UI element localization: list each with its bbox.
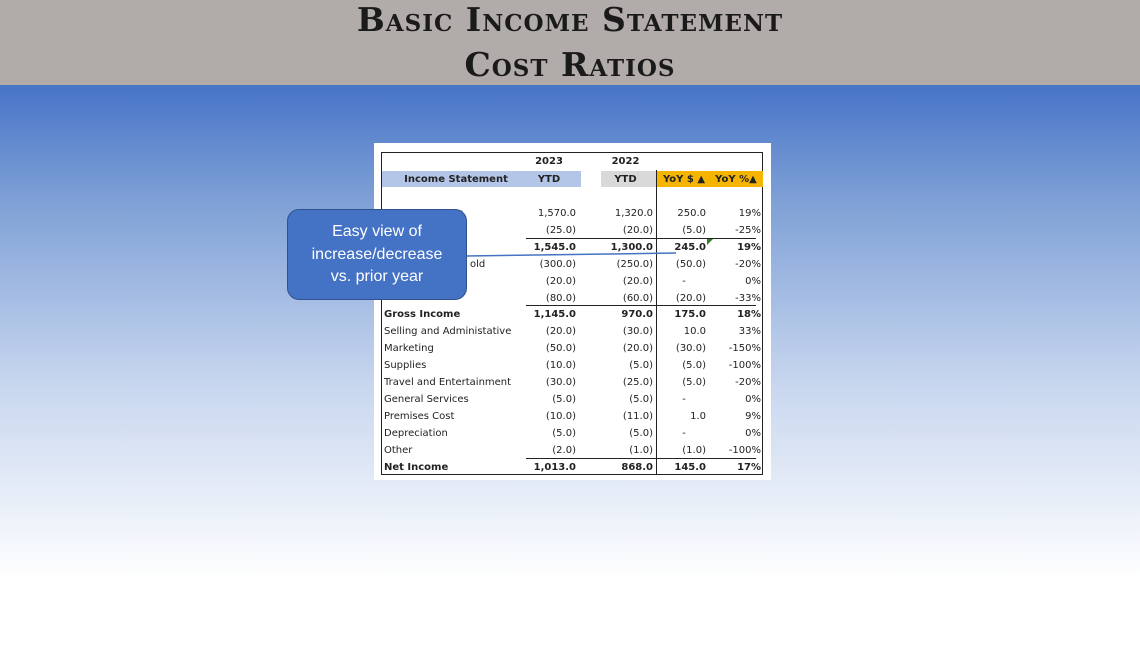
row-yoy-amount: 250.0 xyxy=(677,208,706,219)
cell-comment-marker xyxy=(707,239,713,245)
row-value-2022: (30.0) xyxy=(622,326,653,338)
row-value-2022: (20.0) xyxy=(622,224,653,236)
row-label: General Services xyxy=(384,393,469,405)
income-statement-sheet xyxy=(374,143,771,480)
row-value-2023: (2.0) xyxy=(552,444,576,456)
row-label: old xyxy=(470,258,486,270)
row-yoy-pct: 17% xyxy=(737,461,761,473)
row-value-2022: (1.0) xyxy=(629,444,653,456)
row-label: Premises Cost xyxy=(384,410,455,422)
row-yoy-pct: 33% xyxy=(738,326,761,338)
row-yoy-pct: 0% xyxy=(745,275,761,287)
row-yoy-pct: -20% xyxy=(735,377,761,388)
row-yoy-pct: 0% xyxy=(745,427,761,439)
bottom-rule xyxy=(382,474,763,475)
row-value-2022: 868.0 xyxy=(621,461,653,473)
row-label: Depreciation xyxy=(384,427,448,439)
row-value-2022: (5.0) xyxy=(629,427,653,439)
header-ytd-2022: YTD xyxy=(614,174,637,185)
row-value-2023: 1,545.0 xyxy=(533,241,576,253)
callout-line-3: vs. prior year xyxy=(330,268,424,285)
subtotal-rule xyxy=(526,238,756,239)
row-yoy-pct: -100% xyxy=(728,360,761,372)
row-value-2022: (250.0) xyxy=(616,258,653,270)
header-income-statement: Income Statement xyxy=(404,174,508,185)
yoy-divider xyxy=(656,170,657,475)
row-yoy-pct: 9% xyxy=(745,410,761,422)
row-yoy-amount: (20.0) xyxy=(675,292,706,304)
row-yoy-amount: 175.0 xyxy=(674,309,706,321)
row-yoy-pct: 19% xyxy=(737,241,761,253)
row-value-2022: 970.0 xyxy=(621,309,653,321)
row-yoy-amount: (1.0) xyxy=(682,444,706,456)
row-label: Gross Income xyxy=(384,309,461,321)
row-label: Net Income xyxy=(384,461,449,473)
row-label: Marketing xyxy=(384,343,434,355)
row-value-2023: (20.0) xyxy=(545,275,576,287)
row-yoy-pct: -150% xyxy=(728,343,761,355)
callout-line-2: increase/decrease xyxy=(311,245,443,263)
header-yoy-pct: YoY %▲ xyxy=(715,174,757,185)
row-value-2023: (5.0) xyxy=(552,427,576,439)
row-value-2023: 1,570.0 xyxy=(537,208,576,219)
year-2023: 2023 xyxy=(535,156,563,167)
row-value-2023: (50.0) xyxy=(545,343,576,355)
row-value-2023: (300.0) xyxy=(539,258,576,270)
title-line-2: Cost Ratios xyxy=(464,45,676,84)
row-yoy-pct: 19% xyxy=(738,208,761,219)
row-yoy-pct: -25% xyxy=(735,224,761,236)
row-value-2022: 1,300.0 xyxy=(610,241,653,253)
row-yoy-amount: 245.0 xyxy=(674,241,706,253)
row-yoy-amount: - xyxy=(682,427,686,439)
row-value-2022: (20.0) xyxy=(622,343,653,355)
row-value-2022: (25.0) xyxy=(622,377,653,388)
row-value-2023: (5.0) xyxy=(552,393,576,405)
row-yoy-pct: 0% xyxy=(745,393,761,405)
header-yoy-amount: YoY $ ▲ xyxy=(662,174,706,185)
row-yoy-pct: -100% xyxy=(728,444,761,456)
row-value-2022: (60.0) xyxy=(622,292,653,304)
row-value-2022: (5.0) xyxy=(629,393,653,405)
row-yoy-amount: (5.0) xyxy=(682,360,706,372)
row-value-2022: 1,320.0 xyxy=(614,208,653,219)
row-value-2023: 1,013.0 xyxy=(533,461,576,473)
row-label: Supplies xyxy=(384,360,427,372)
row-yoy-amount: 10.0 xyxy=(683,326,706,338)
subtotal-rule xyxy=(526,305,756,306)
callout-box xyxy=(287,209,467,300)
row-value-2022: (5.0) xyxy=(629,360,653,372)
callout-pointer-line xyxy=(466,252,676,258)
row-value-2022: (20.0) xyxy=(622,275,653,287)
row-value-2023: (80.0) xyxy=(545,292,576,304)
row-yoy-amount: - xyxy=(682,393,686,405)
row-value-2023: (25.0) xyxy=(545,224,576,236)
row-value-2023: (10.0) xyxy=(545,410,576,422)
header-ytd-2023: YTD xyxy=(537,174,561,185)
row-label: Other xyxy=(384,444,413,456)
row-yoy-amount: (5.0) xyxy=(682,377,706,388)
row-yoy-amount: - xyxy=(682,275,686,287)
subtotal-rule xyxy=(526,458,756,459)
row-value-2023: 1,145.0 xyxy=(533,309,576,321)
row-yoy-amount: 145.0 xyxy=(674,461,706,473)
year-2022: 2022 xyxy=(611,156,640,167)
row-yoy-amount: (5.0) xyxy=(682,224,706,236)
row-yoy-amount: (30.0) xyxy=(675,343,706,355)
title-banner xyxy=(0,0,1140,85)
row-label: Selling and Administative xyxy=(384,326,512,338)
row-yoy-pct: -33% xyxy=(735,292,761,304)
row-value-2023: (20.0) xyxy=(545,326,576,338)
row-value-2023: (10.0) xyxy=(545,360,576,372)
row-yoy-amount: 1.0 xyxy=(690,410,706,422)
row-yoy-amount: (50.0) xyxy=(675,258,706,270)
row-yoy-pct: -20% xyxy=(735,258,761,270)
row-value-2022: (11.0) xyxy=(622,410,653,422)
row-yoy-pct: 18% xyxy=(737,309,761,321)
row-label: Travel and Entertainment xyxy=(384,377,512,388)
callout-line-1: Easy view of xyxy=(332,223,422,240)
row-value-2023: (30.0) xyxy=(545,377,576,388)
title-line-1: Basic Income Statement xyxy=(356,0,784,39)
